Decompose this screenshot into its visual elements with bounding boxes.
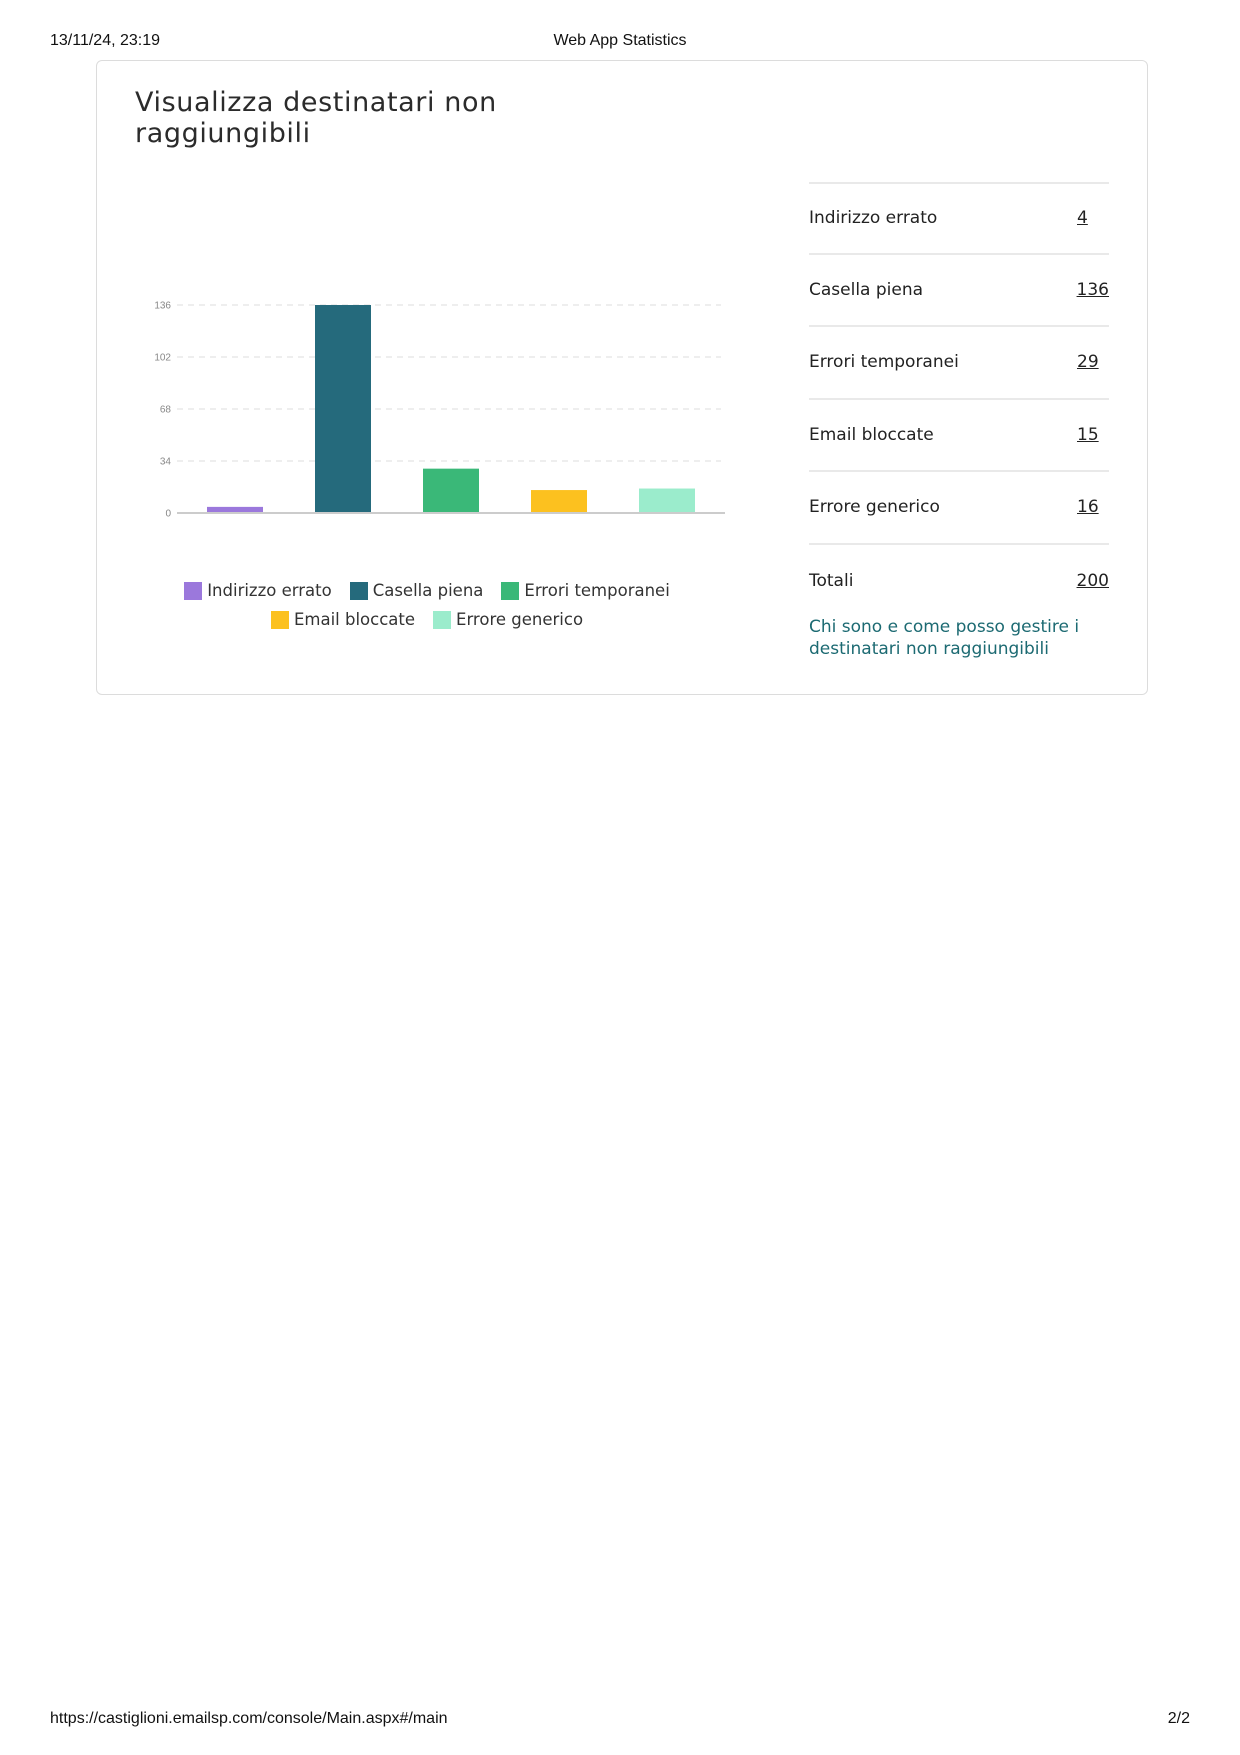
bar-errore-generico[interactable]	[639, 489, 695, 512]
card-title: Visualizza destinatari non raggiungibili	[135, 87, 497, 149]
bounces-card	[96, 60, 1148, 695]
legend-label: Email bloccate	[293, 610, 416, 629]
bar-indirizzo-errato[interactable]	[207, 507, 263, 512]
stats-label: Indirizzo errato	[809, 208, 938, 229]
stats-value-link[interactable]: 16	[1077, 497, 1099, 518]
y-tick-label: 34	[159, 456, 171, 468]
stats-row-indirizzo-errato	[809, 182, 1109, 255]
stats-label: Errore generico	[809, 497, 940, 518]
bar-email-bloccate[interactable]	[531, 490, 587, 512]
chart-svg	[127, 221, 737, 541]
legend-item-errore-generico[interactable]	[433, 610, 583, 629]
legend-item-indirizzo-errato[interactable]	[184, 581, 332, 600]
stats-row-totali	[809, 545, 1109, 618]
legend-label: Casella piena	[372, 581, 484, 600]
stats-row-casella-piena	[809, 255, 1109, 328]
stats-label: Casella piena	[809, 279, 924, 300]
stats-row-errori-temporanei	[809, 327, 1109, 400]
stats-value-link[interactable]: 4	[1077, 208, 1088, 229]
legend-item-casella-piena[interactable]	[350, 581, 484, 600]
stats-value-link[interactable]: 136	[1076, 279, 1109, 300]
print-footer-url: https://castiglioni.emailsp.com/console/Main.aspx#/main	[50, 1710, 448, 1727]
legend-swatch	[433, 611, 451, 629]
legend-swatch	[350, 582, 368, 600]
y-tick-label: 0	[165, 508, 171, 520]
y-tick-label: 68	[159, 404, 171, 416]
bar-errori-temporanei[interactable]	[423, 469, 479, 512]
stats-row-email-bloccate	[809, 400, 1109, 473]
stats-value-link[interactable]: 29	[1077, 352, 1099, 373]
bounces-bar-chart	[127, 221, 737, 541]
legend-label: Indirizzo errato	[207, 581, 332, 600]
stats-total-label: Totali	[809, 570, 854, 591]
stats-value-link[interactable]: 15	[1077, 424, 1099, 445]
legend-label: Errore generico	[456, 610, 584, 629]
print-header-date: 13/11/24, 23:19	[50, 32, 161, 49]
legend-swatch	[184, 582, 202, 600]
chart-legend	[117, 581, 737, 629]
legend-label: Errori temporanei	[524, 581, 670, 600]
bar-casella-piena[interactable]	[315, 305, 371, 512]
stats-table	[809, 182, 1109, 617]
y-tick-label: 136	[154, 300, 171, 312]
stats-row-errore-generico	[809, 472, 1109, 545]
stats-label: Email bloccate	[809, 424, 934, 445]
legend-item-email-bloccate[interactable]	[271, 610, 415, 629]
legend-swatch	[501, 582, 519, 600]
legend-swatch	[271, 611, 289, 629]
print-footer-page-number: 2/2	[1167, 1710, 1190, 1727]
print-header-title: Web App Statistics	[553, 32, 687, 49]
help-link-unreachable-recipients[interactable]: Chi sono e come posso gestire i destinatari non raggiungibili	[809, 617, 1080, 659]
stats-label: Errori temporanei	[809, 352, 959, 373]
stats-total-value-link[interactable]: 200	[1076, 570, 1109, 591]
y-tick-label: 102	[154, 352, 171, 364]
legend-item-errori-temporanei[interactable]	[501, 581, 669, 600]
